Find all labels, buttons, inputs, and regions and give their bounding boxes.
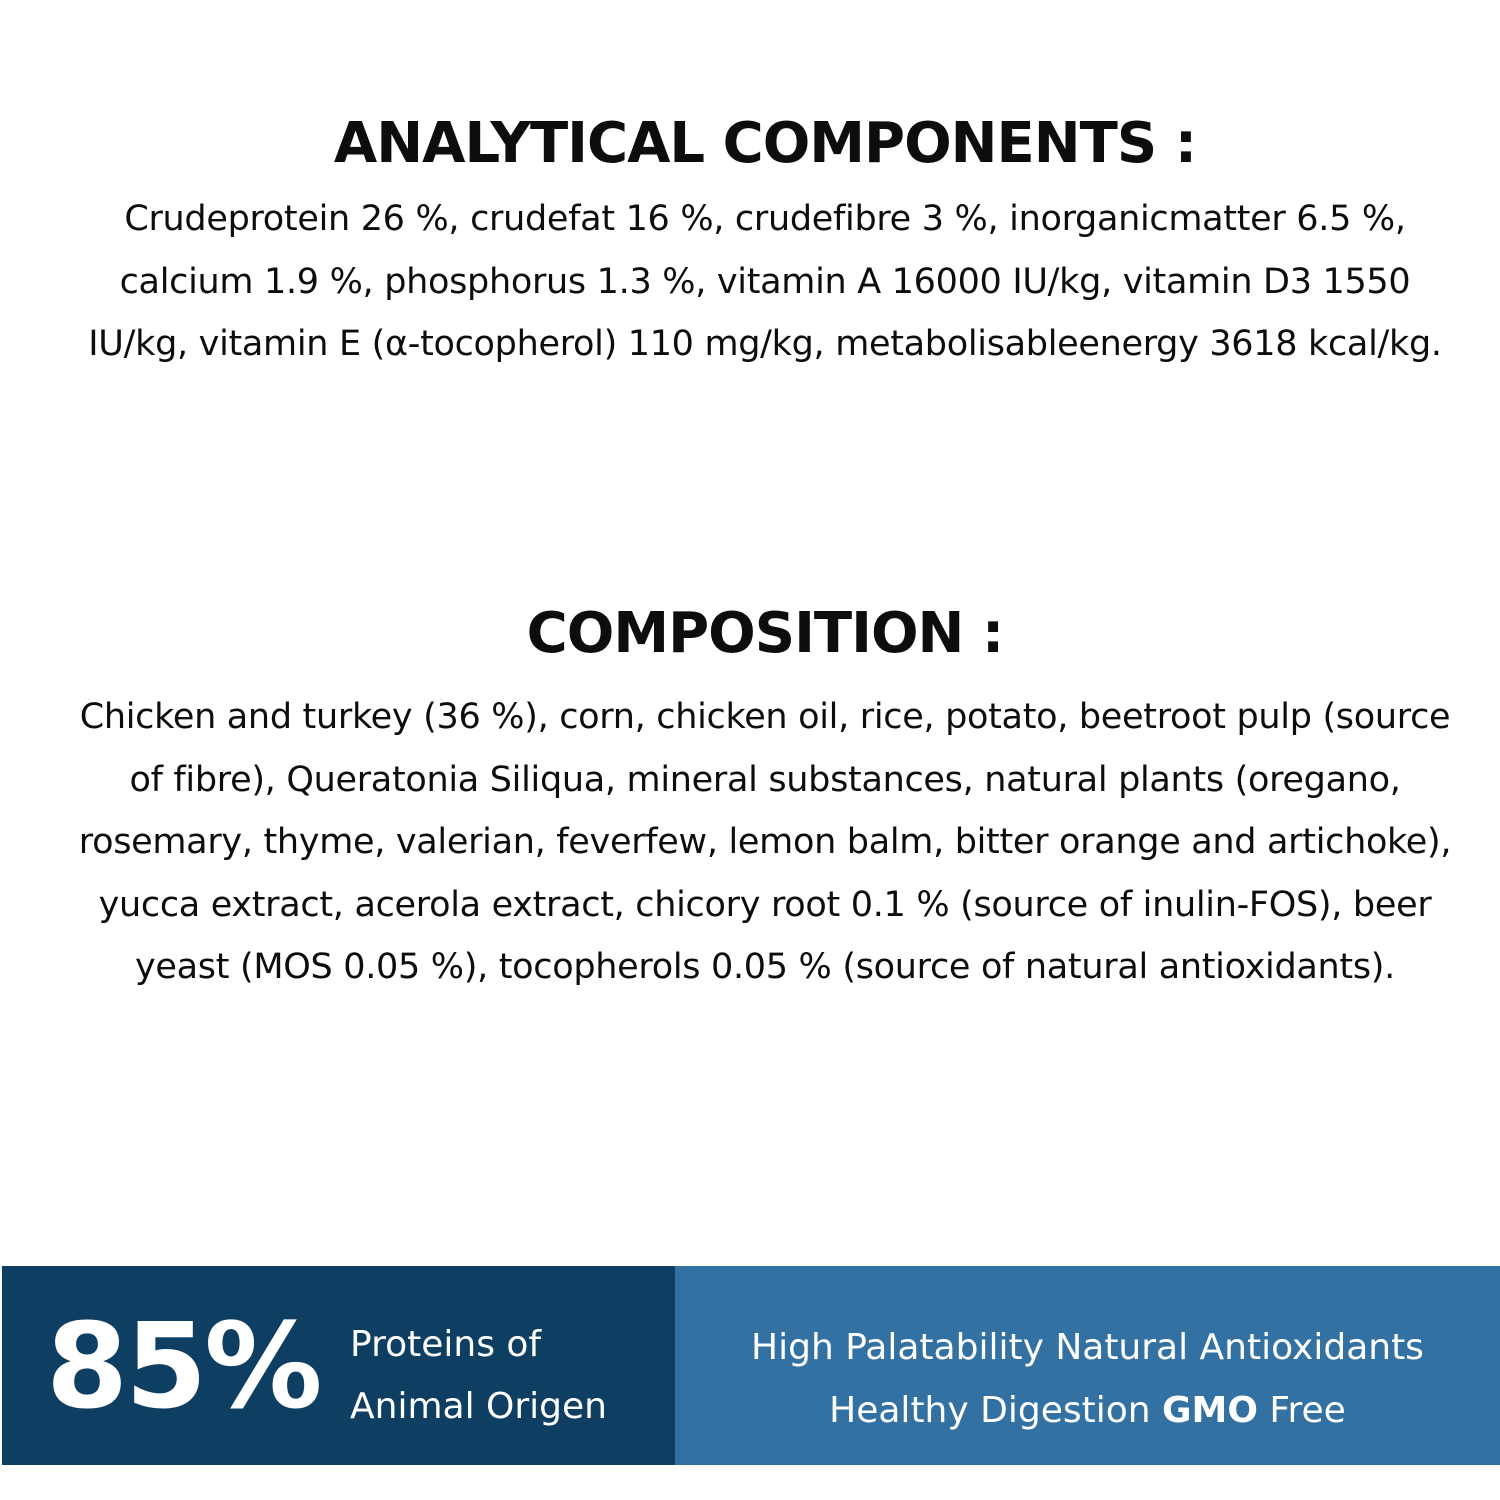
analytical-components-heading: ANALYTICAL COMPONENTS :	[333, 111, 1197, 176]
composition-section	[70, 602, 1460, 999]
protein-caption	[350, 1314, 607, 1438]
gmo-label: GMO	[1162, 1390, 1258, 1431]
benefits-list	[675, 1316, 1500, 1442]
features-banner	[2, 1266, 1500, 1465]
benefits-line2	[675, 1379, 1500, 1442]
benefits-line2-suffix: Free	[1257, 1390, 1346, 1431]
benefits-line2-prefix: Healthy Digestion	[829, 1390, 1162, 1431]
benefits-line1: High Palatability Natural Antioxidants	[751, 1327, 1424, 1368]
protein-caption-line1: Proteins of	[350, 1324, 542, 1365]
composition-heading: COMPOSITION :	[526, 601, 1004, 666]
benefits-panel	[675, 1266, 1500, 1465]
protein-percentage: 85%	[46, 1297, 320, 1435]
analytical-components-section	[70, 112, 1460, 376]
protein-panel	[2, 1266, 675, 1465]
composition-text: Chicken and turkey (36 %), corn, chicken oil, rice, potato, beetroot pulp (source of fibre), Queratonia Siliqua, mineral substances, natural plants (oregano, rosemary, thyme, valerian, feverfew, lemon balm, bitter orange and artichoke), yucca extract, acerola extract, chicory root 0.1 % (source of inulin-FOS), beer yeast (MOS 0.05 %), tocopherols 0.05 % (source of natural antioxidants).	[78, 697, 1452, 987]
protein-caption-line2: Animal Origen	[350, 1386, 607, 1427]
analytical-components-text: Crudeprotein 26 %, crudefat 16 %, crudefibre 3 %, inorganicmatter 6.5 %, calcium 1.9 %, phosphorus 1.3 %, vitamin A 16000 IU/kg, vitamin D3 1550 IU/kg, vitamin E (α-tocopherol) 110 mg/kg, metabolisableenergy 3618 kcal/kg.	[88, 199, 1442, 364]
